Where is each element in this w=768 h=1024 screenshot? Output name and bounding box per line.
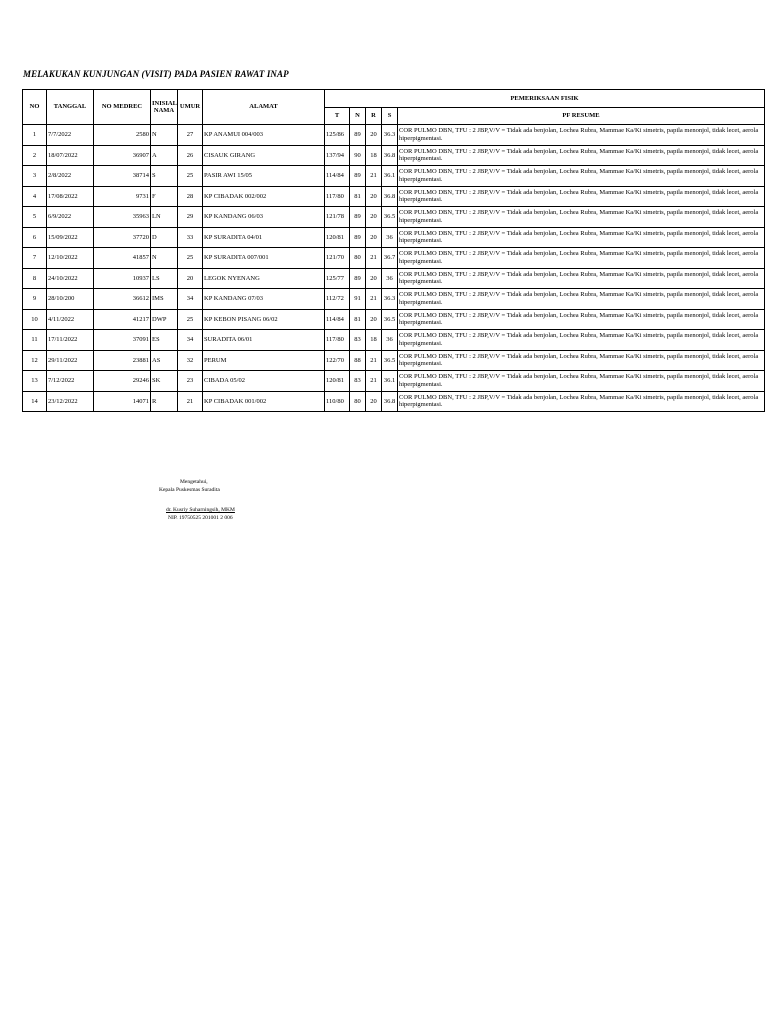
cell-pf-resume: COR PULMO DBN, TFU : 2 JBP,V/V = Tidak ada benjolan, Lochea Rubra, Mammae Ka/Ki simetris, papila menonjol, tidak lecet, aerola hiperpigmentasi.: [398, 186, 765, 207]
cell-alamat: KP KANDANG 06/03: [203, 207, 325, 228]
cell-alamat: KP CIBADAK 001/002: [203, 391, 325, 412]
cell-no: 5: [23, 207, 47, 228]
cell-t: 112/72: [325, 289, 350, 310]
cell-r: 20: [366, 391, 382, 412]
header-no: NO: [23, 90, 47, 125]
cell-inisial: N: [151, 125, 178, 146]
cell-s: 36.7: [382, 248, 398, 269]
cell-medrec: 36907: [94, 145, 151, 166]
table-row: [23, 125, 765, 146]
cell-alamat: CIBADA 05/02: [203, 371, 325, 392]
cell-t: 121/70: [325, 248, 350, 269]
cell-inisial: DWP: [151, 309, 178, 330]
cell-inisial: D: [151, 227, 178, 248]
cell-no: 4: [23, 186, 47, 207]
cell-medrec: 41857: [94, 248, 151, 269]
cell-umur: 25: [178, 309, 203, 330]
cell-tanggal: 18/07/2022: [47, 145, 94, 166]
cell-s: 36.8: [382, 145, 398, 166]
cell-tanggal: 2/8/2022: [47, 166, 94, 187]
cell-no: 10: [23, 309, 47, 330]
cell-tanggal: 24/10/2022: [47, 268, 94, 289]
cell-umur: 33: [178, 227, 203, 248]
cell-s: 36.3: [382, 125, 398, 146]
table-row: [23, 145, 765, 166]
cell-pf-resume: COR PULMO DBN, TFU : 2 JBP,V/V = Tidak ada benjolan, Lochea Rubra, Mammae Ka/Ki simetris, papila menonjol, tidak lecet, aerola hiperpigmentasi.: [398, 227, 765, 248]
cell-no: 6: [23, 227, 47, 248]
cell-no: 3: [23, 166, 47, 187]
cell-t: 120/81: [325, 227, 350, 248]
header-tanggal: TANGGAL: [47, 90, 94, 125]
cell-inisial: S: [151, 166, 178, 187]
header-n: N: [350, 108, 366, 125]
cell-tanggal: 7/7/2022: [47, 125, 94, 146]
cell-medrec: 2580: [94, 125, 151, 146]
cell-n: 89: [350, 125, 366, 146]
cell-inisial: R: [151, 391, 178, 412]
cell-r: 20: [366, 227, 382, 248]
header-pf-resume: PF RESUME: [398, 108, 765, 125]
cell-r: 18: [366, 145, 382, 166]
cell-medrec: 37091: [94, 330, 151, 351]
cell-s: 36.5: [382, 207, 398, 228]
cell-r: 21: [366, 166, 382, 187]
cell-s: 36.5: [382, 309, 398, 330]
cell-n: 89: [350, 166, 366, 187]
header-no-medrec: NO MEDREC: [94, 90, 151, 125]
signature-nip: NIP. 19750525 201001 2 006: [168, 515, 233, 521]
cell-tanggal: 15/09/2022: [47, 227, 94, 248]
cell-tanggal: 12/10/2022: [47, 248, 94, 269]
cell-umur: 20: [178, 268, 203, 289]
cell-r: 21: [366, 350, 382, 371]
cell-umur: 23: [178, 371, 203, 392]
cell-umur: 25: [178, 248, 203, 269]
cell-t: 114/84: [325, 166, 350, 187]
cell-n: 89: [350, 227, 366, 248]
cell-no: 13: [23, 371, 47, 392]
cell-medrec: 35963: [94, 207, 151, 228]
table-row: [23, 330, 765, 351]
cell-pf-resume: COR PULMO DBN, TFU : 2 JBP,V/V = Tidak ada benjolan, Lochea Rubra, Mammae Ka/Ki simetris, papila menonjol, tidak lecet, aerola hiperpigmentasi.: [398, 207, 765, 228]
table-body: [23, 125, 765, 412]
cell-pf-resume: COR PULMO DBN, TFU : 2 JBP,V/V = Tidak ada benjolan, Lochea Rubra, Mammae Ka/Ki simetris, papila menonjol, tidak lecet, aerola hiperpigmentasi.: [398, 248, 765, 269]
cell-inisial: ES: [151, 330, 178, 351]
cell-umur: 32: [178, 350, 203, 371]
cell-s: 36.5: [382, 350, 398, 371]
cell-umur: 28: [178, 186, 203, 207]
cell-s: 36.3: [382, 289, 398, 310]
header-inisial-nama: INISIAL NAMA: [151, 90, 178, 125]
table-row: [23, 350, 765, 371]
cell-s: 36: [382, 268, 398, 289]
cell-no: 11: [23, 330, 47, 351]
cell-t: 121/78: [325, 207, 350, 228]
cell-t: 137/94: [325, 145, 350, 166]
cell-umur: 34: [178, 330, 203, 351]
cell-t: 117/80: [325, 330, 350, 351]
cell-inisial: SK: [151, 371, 178, 392]
cell-r: 20: [366, 268, 382, 289]
table-row: [23, 207, 765, 228]
cell-alamat: KP ANAMUI 004/003: [203, 125, 325, 146]
header-alamat: ALAMAT: [203, 90, 325, 125]
header-r: R: [366, 108, 382, 125]
table-row: [23, 391, 765, 412]
signature-name: dr. Kusriy Suharningsih, MKM: [166, 507, 235, 513]
cell-no: 2: [23, 145, 47, 166]
cell-alamat: KP KANDANG 07/03: [203, 289, 325, 310]
cell-no: 8: [23, 268, 47, 289]
cell-tanggal: 4/11/2022: [47, 309, 94, 330]
cell-r: 20: [366, 186, 382, 207]
table-row: [23, 227, 765, 248]
cell-alamat: SURADITA 06/01: [203, 330, 325, 351]
cell-medrec: 36612: [94, 289, 151, 310]
cell-n: 89: [350, 268, 366, 289]
cell-no: 1: [23, 125, 47, 146]
cell-inisial: IMS: [151, 289, 178, 310]
cell-n: 88: [350, 350, 366, 371]
table-row: [23, 289, 765, 310]
cell-tanggal: 17/11/2022: [47, 330, 94, 351]
cell-alamat: KP CIBADAK 002/002: [203, 186, 325, 207]
table-header: [23, 90, 765, 125]
cell-s: 36: [382, 227, 398, 248]
cell-medrec: 29246: [94, 371, 151, 392]
cell-tanggal: 17/08/2022: [47, 186, 94, 207]
cell-pf-resume: COR PULMO DBN, TFU : 2 JBP,V/V = Tidak ada benjolan, Lochea Rubra, Mammae Ka/Ki simetris, papila menonjol, tidak lecet, aerola hiperpigmentasi.: [398, 268, 765, 289]
table-row: [23, 166, 765, 187]
cell-r: 20: [366, 309, 382, 330]
cell-alamat: LEGOK NYENANG: [203, 268, 325, 289]
cell-pf-resume: COR PULMO DBN, TFU : 2 JBP,V/V = Tidak ada benjolan, Lochea Rubra, Mammae Ka/Ki simetris, papila menonjol, tidak lecet, aerola hiperpigmentasi.: [398, 289, 765, 310]
cell-inisial: F: [151, 186, 178, 207]
cell-n: 80: [350, 391, 366, 412]
cell-no: 7: [23, 248, 47, 269]
cell-t: 125/86: [325, 125, 350, 146]
cell-t: 110/80: [325, 391, 350, 412]
cell-n: 80: [350, 248, 366, 269]
cell-s: 36.1: [382, 166, 398, 187]
cell-t: 125/77: [325, 268, 350, 289]
header-t: T: [325, 108, 350, 125]
cell-umur: 34: [178, 289, 203, 310]
cell-medrec: 41217: [94, 309, 151, 330]
cell-pf-resume: COR PULMO DBN, TFU : 2 JBP,V/V = Tidak ada benjolan, Lochea Rubra, Mammae Ka/Ki simetris, papila menonjol, tidak lecet, aerola hiperpigmentasi.: [398, 145, 765, 166]
cell-inisial: A: [151, 145, 178, 166]
cell-pf-resume: COR PULMO DBN, TFU : 2 JBP,V/V = Tidak ada benjolan, Lochea Rubra, Mammae Ka/Ki simetris, papila menonjol, tidak lecet, aerola hiperpigmentasi.: [398, 391, 765, 412]
cell-umur: 27: [178, 125, 203, 146]
table-row: [23, 186, 765, 207]
signature-acknowledged: Mengetahui,: [180, 479, 208, 485]
cell-alamat: PASIR AWI 15/05: [203, 166, 325, 187]
cell-tanggal: 6/9/2022: [47, 207, 94, 228]
cell-t: 122/70: [325, 350, 350, 371]
cell-n: 83: [350, 371, 366, 392]
header-umur: UMUR: [178, 90, 203, 125]
cell-s: 36: [382, 330, 398, 351]
cell-r: 18: [366, 330, 382, 351]
cell-n: 89: [350, 207, 366, 228]
cell-n: 91: [350, 289, 366, 310]
cell-t: 120/81: [325, 371, 350, 392]
cell-pf-resume: COR PULMO DBN, TFU : 2 JBP,V/V = Tidak ada benjolan, Lochea Rubra, Mammae Ka/Ki simetris, papila menonjol, tidak lecet, aerola hiperpigmentasi.: [398, 330, 765, 351]
table-row: [23, 268, 765, 289]
cell-tanggal: 28/10/200: [47, 289, 94, 310]
cell-alamat: KP SURADITA 04/01: [203, 227, 325, 248]
cell-s: 36.8: [382, 391, 398, 412]
cell-t: 117/80: [325, 186, 350, 207]
cell-medrec: 9731: [94, 186, 151, 207]
page-title: MELAKUKAN KUNJUNGAN (VISIT) PADA PASIEN RAWAT INAP: [23, 69, 289, 79]
cell-n: 90: [350, 145, 366, 166]
cell-tanggal: 23/12/2022: [47, 391, 94, 412]
cell-medrec: 23881: [94, 350, 151, 371]
cell-n: 83: [350, 330, 366, 351]
cell-s: 36.8: [382, 186, 398, 207]
signature-title: Kepala Puskesmas Suradita: [159, 487, 220, 493]
cell-inisial: LN: [151, 207, 178, 228]
cell-r: 21: [366, 248, 382, 269]
cell-pf-resume: COR PULMO DBN, TFU : 2 JBP,V/V = Tidak ada benjolan, Lochea Rubra, Mammae Ka/Ki simetris, papila menonjol, tidak lecet, aerola hiperpigmentasi.: [398, 371, 765, 392]
cell-inisial: N: [151, 248, 178, 269]
cell-no: 14: [23, 391, 47, 412]
cell-no: 12: [23, 350, 47, 371]
table-row: [23, 248, 765, 269]
cell-pf-resume: COR PULMO DBN, TFU : 2 JBP,V/V = Tidak ada benjolan, Lochea Rubra, Mammae Ka/Ki simetris, papila menonjol, tidak lecet, aerola hiperpigmentasi.: [398, 125, 765, 146]
cell-alamat: CISAUK GIRANG: [203, 145, 325, 166]
cell-alamat: PERUM: [203, 350, 325, 371]
table-row: [23, 371, 765, 392]
cell-tanggal: 7/12/2022: [47, 371, 94, 392]
cell-umur: 25: [178, 166, 203, 187]
header-pemeriksaan-fisik: PEMERIKSAAN FISIK: [325, 90, 765, 108]
cell-umur: 26: [178, 145, 203, 166]
cell-umur: 29: [178, 207, 203, 228]
visit-table: [22, 89, 765, 412]
header-s: S: [382, 108, 398, 125]
cell-inisial: AS: [151, 350, 178, 371]
cell-t: 114/84: [325, 309, 350, 330]
cell-n: 81: [350, 186, 366, 207]
cell-alamat: KP KEBON PISANG 06/02: [203, 309, 325, 330]
cell-pf-resume: COR PULMO DBN, TFU : 2 JBP,V/V = Tidak ada benjolan, Lochea Rubra, Mammae Ka/Ki simetris, papila menonjol, tidak lecet, aerola hiperpigmentasi.: [398, 350, 765, 371]
cell-pf-resume: COR PULMO DBN, TFU : 2 JBP,V/V = Tidak ada benjolan, Lochea Rubra, Mammae Ka/Ki simetris, papila menonjol, tidak lecet, aerola hiperpigmentasi.: [398, 166, 765, 187]
cell-s: 36.1: [382, 371, 398, 392]
cell-n: 81: [350, 309, 366, 330]
cell-medrec: 37720: [94, 227, 151, 248]
cell-r: 21: [366, 371, 382, 392]
cell-pf-resume: COR PULMO DBN, TFU : 2 JBP,V/V = Tidak ada benjolan, Lochea Rubra, Mammae Ka/Ki simetris, papila menonjol, tidak lecet, aerola hiperpigmentasi.: [398, 309, 765, 330]
cell-no: 9: [23, 289, 47, 310]
cell-umur: 21: [178, 391, 203, 412]
cell-r: 21: [366, 289, 382, 310]
cell-alamat: KP SURADITA 007/001: [203, 248, 325, 269]
cell-medrec: 10937: [94, 268, 151, 289]
cell-inisial: LS: [151, 268, 178, 289]
cell-tanggal: 29/11/2022: [47, 350, 94, 371]
cell-r: 20: [366, 207, 382, 228]
table-row: [23, 309, 765, 330]
cell-medrec: 14071: [94, 391, 151, 412]
cell-r: 20: [366, 125, 382, 146]
cell-medrec: 38714: [94, 166, 151, 187]
